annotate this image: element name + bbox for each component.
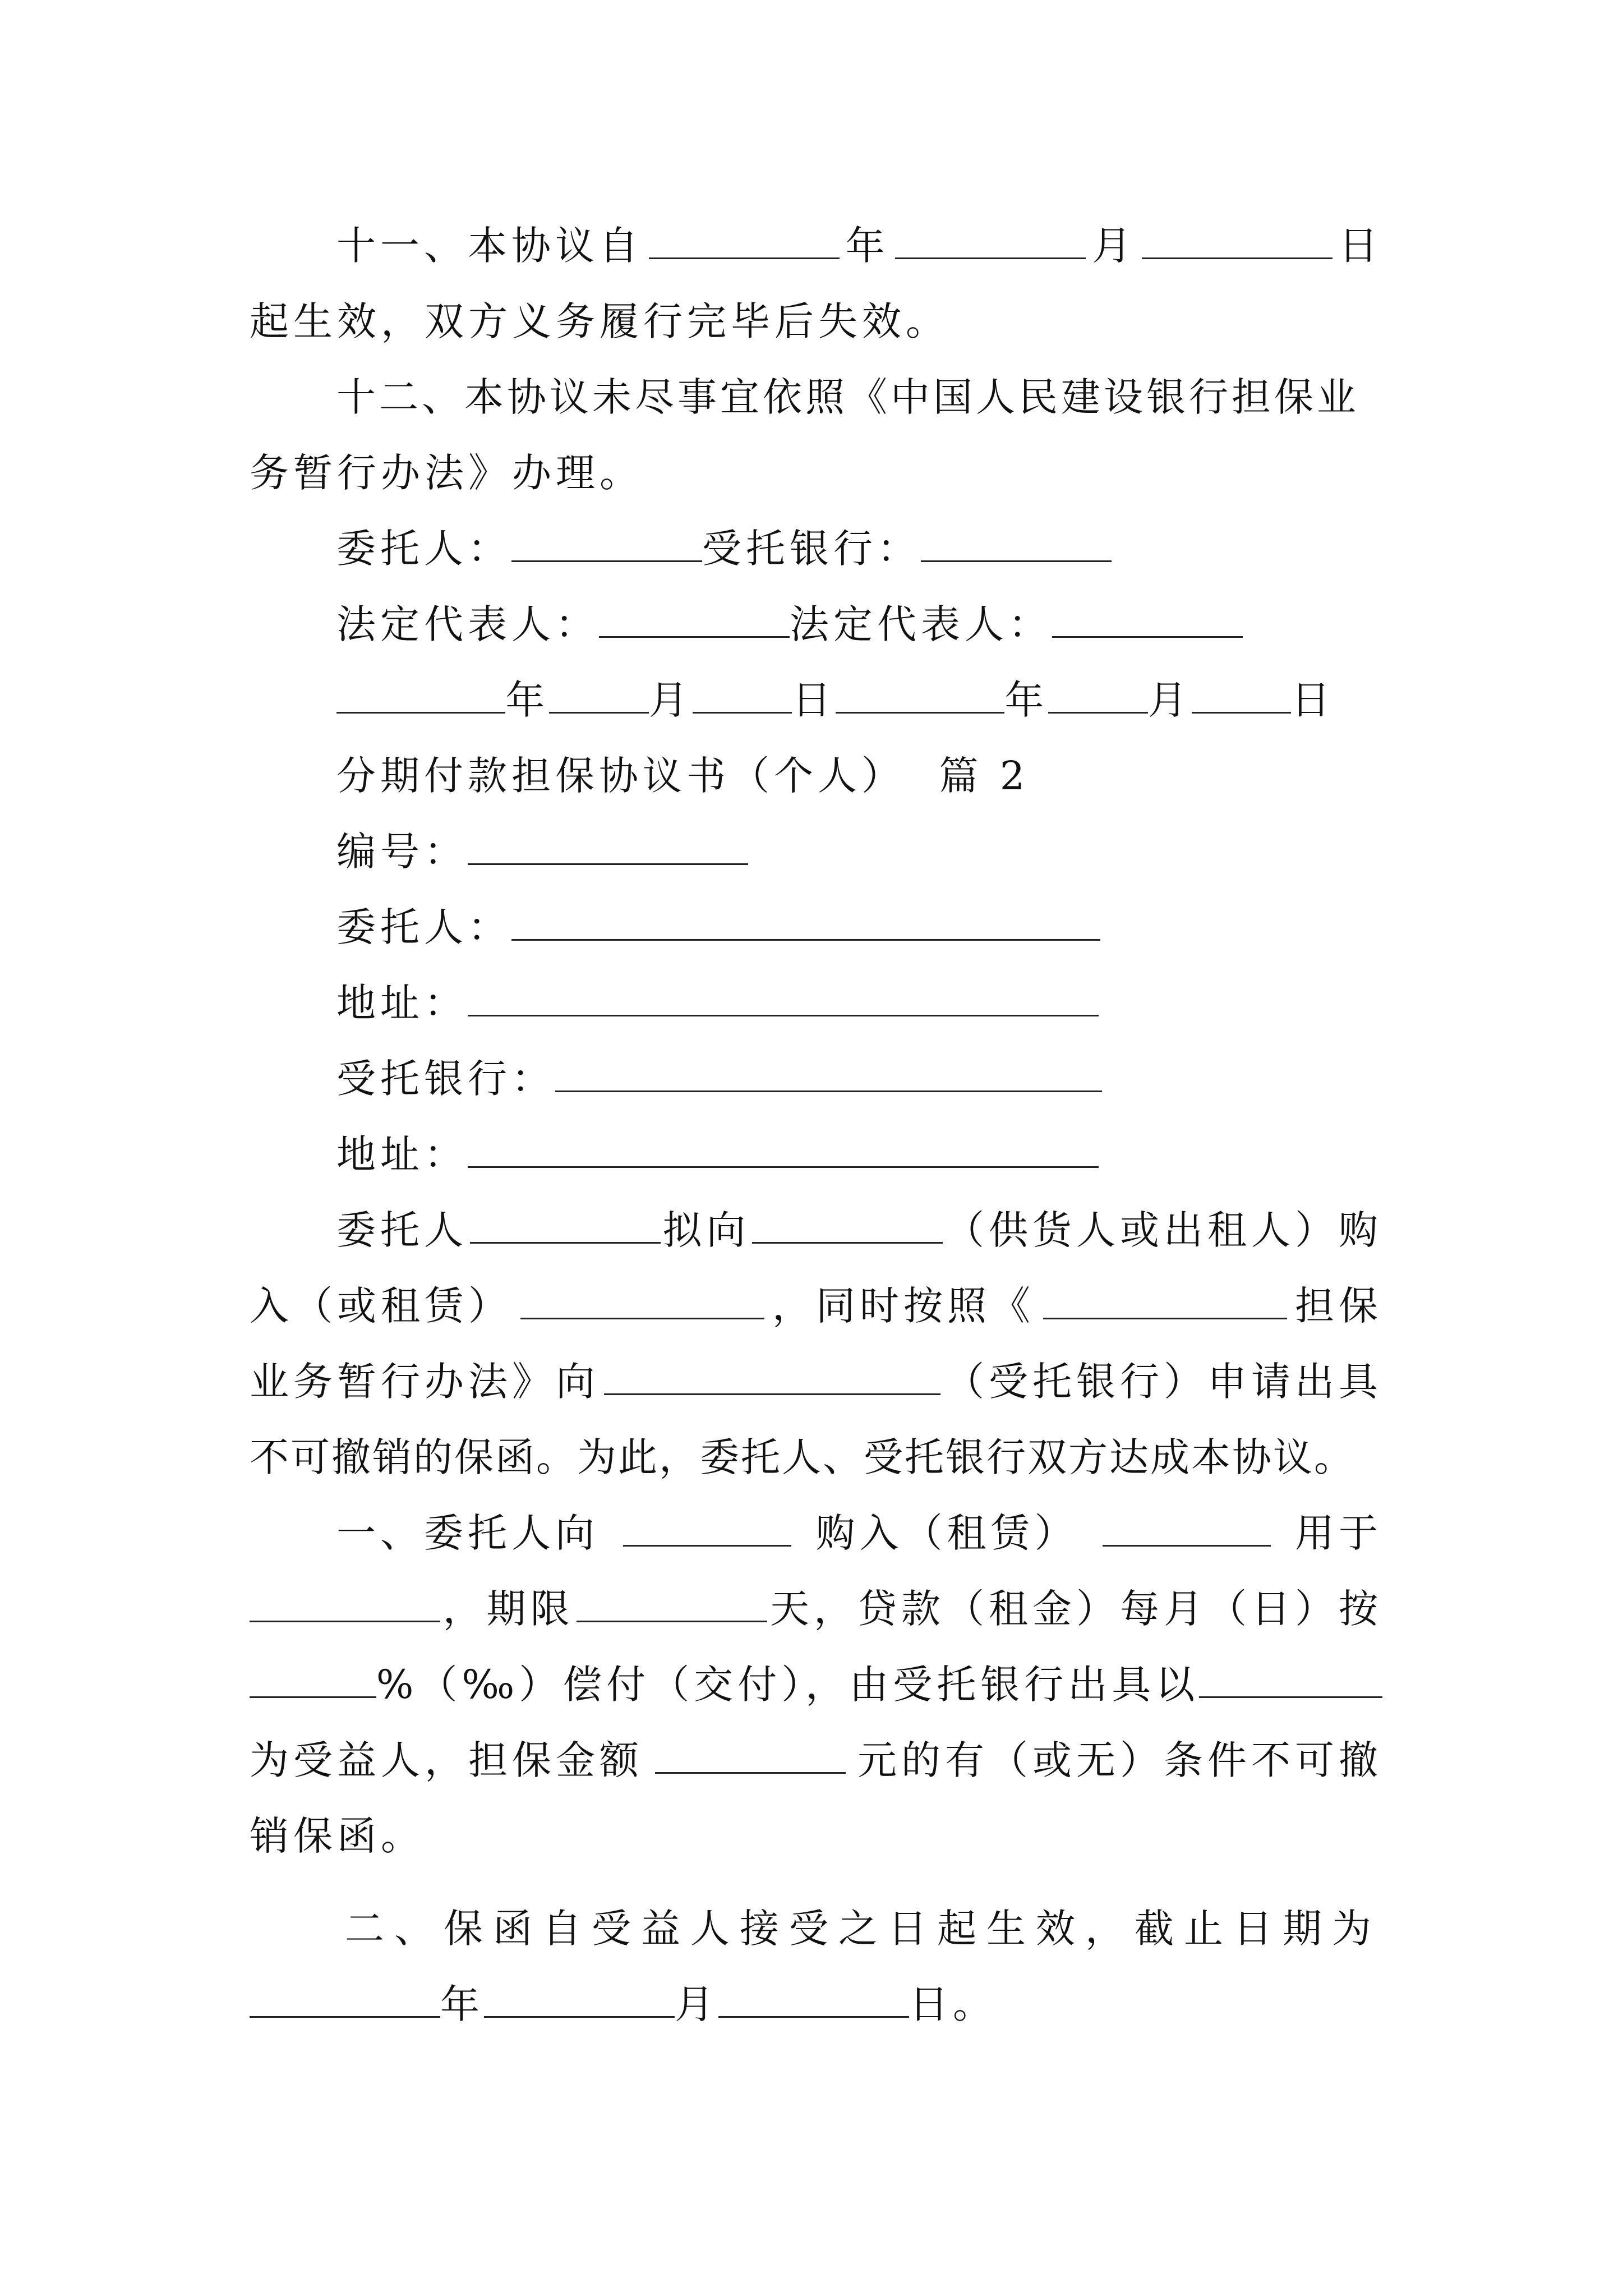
year-label: 年 [1004, 677, 1049, 723]
blank-field[interactable] [1043, 1312, 1287, 1320]
principal-field[interactable] [511, 933, 1100, 941]
clause-1-line-2 [250, 1582, 1382, 1636]
preamble-line-1 [336, 1203, 1382, 1257]
address-row-2 [336, 1128, 1099, 1181]
blank-field[interactable] [1199, 1691, 1382, 1699]
blank-field[interactable] [604, 1388, 940, 1396]
clause-11-line-1 [336, 219, 1382, 273]
day-label: 日 [1291, 677, 1335, 723]
number-label: 编号： [336, 829, 468, 875]
preamble-text: ，同时按照《 [772, 1283, 1035, 1329]
blank-field[interactable] [649, 252, 840, 260]
month-label: 月 [648, 677, 693, 723]
bank-field[interactable] [555, 1085, 1102, 1093]
address-field[interactable] [468, 1161, 1099, 1168]
blank-field[interactable] [752, 1236, 943, 1244]
blank-field[interactable] [1048, 706, 1147, 714]
blank-field[interactable] [520, 1312, 764, 1320]
month-label: 月 [1147, 677, 1192, 723]
clause-11-text: 十一、本协议自 [336, 223, 643, 269]
blank-field[interactable] [470, 1236, 661, 1244]
clause-1-text: ，期限 [442, 1586, 574, 1632]
blank-field[interactable] [336, 706, 505, 714]
blank-field[interactable] [1103, 1539, 1271, 1547]
preamble-line-3 [250, 1355, 1382, 1409]
clause-1-text: 一、委托人向 [336, 1510, 599, 1556]
clause-1-line-4 [250, 1733, 1382, 1787]
clause-1-line-3 [250, 1658, 1382, 1711]
signature-dates [336, 673, 1335, 727]
preamble-text: 担保 [1295, 1283, 1382, 1329]
number-row [336, 825, 748, 878]
day-label: 日 [792, 677, 836, 723]
blank-field[interactable] [623, 1539, 791, 1547]
preamble-text: 业务暂行办法》向 [250, 1359, 600, 1405]
preamble-text: （供货人或出租人）购 [945, 1207, 1382, 1253]
principal-row [336, 900, 1100, 954]
preamble-text: 委托人 [336, 1207, 468, 1253]
address-field[interactable] [468, 1009, 1099, 1017]
bank-field[interactable] [921, 555, 1112, 563]
clause-12-line-1: 十二、本协议未尽事宜依照《中国人民建设银行担保业 [336, 374, 1359, 420]
day-label: 日。 [909, 1981, 997, 2027]
blank-field[interactable] [250, 1691, 376, 1699]
principal-label: 委托人： [336, 526, 511, 572]
blank-field[interactable] [655, 1766, 846, 1774]
clause-1-text: 用于 [1295, 1510, 1382, 1556]
preamble-line-4: 不可撤销的保函。为此，委托人、受托银行双方达成本协议。 [250, 1434, 1355, 1480]
month-label: 月 [675, 1981, 718, 2027]
clause-1-text: 购入（租赁） [815, 1510, 1078, 1556]
year-label: 年 [440, 1981, 484, 2027]
principal-label: 委托人： [336, 904, 511, 950]
legal-rep-label-1: 法定代表人： [336, 601, 599, 647]
year-label: 年 [845, 223, 889, 269]
preamble-text: （受托银行）申请出具 [945, 1359, 1382, 1405]
clause-1-line-1 [336, 1506, 1382, 1560]
legal-rep-label-2: 法定代表人： [790, 601, 1052, 647]
principal-field[interactable] [511, 555, 702, 563]
clause-11-line-2: 起生效，双方义务履行完毕后失效。 [250, 298, 949, 344]
clause-1-text: 为受益人，担保金额 [250, 1737, 643, 1783]
blank-field[interactable] [549, 706, 648, 714]
legal-rep-field-2[interactable] [1052, 631, 1243, 638]
signature-row-legal-rep [336, 597, 1243, 651]
preamble-text: 入（或租赁） [250, 1283, 512, 1329]
blank-field[interactable] [1192, 706, 1291, 714]
blank-field[interactable] [693, 706, 792, 714]
legal-rep-field-1[interactable] [599, 631, 790, 638]
year-label: 年 [505, 677, 550, 723]
blank-field[interactable] [895, 252, 1086, 260]
blank-field[interactable] [836, 706, 1004, 714]
blank-field[interactable] [718, 2010, 909, 2018]
blank-field[interactable] [577, 1615, 767, 1623]
preamble-text: 拟向 [662, 1207, 750, 1253]
clause-12-line-2: 务暂行办法》办理。 [250, 450, 643, 496]
clause-1-text: 元的有（或无）条件不可撤 [857, 1737, 1382, 1783]
signature-row-principal [336, 522, 1112, 576]
clause-2-line-1: 二、保函自受益人接受之日起生效，截止日期为 [345, 1906, 1381, 1952]
preamble-line-2 [250, 1279, 1382, 1333]
bank-label: 受托银行： [336, 1056, 555, 1102]
address-label: 地址： [336, 980, 468, 1026]
address-row-1 [336, 976, 1099, 1030]
blank-field[interactable] [1142, 252, 1332, 260]
bank-label: 受托银行： [702, 526, 921, 572]
bank-row [336, 1052, 1102, 1106]
clause-2-line-2 [250, 1977, 997, 2031]
clause-1-text: %（‰）偿付（交付），由受托银行出具以 [376, 1662, 1200, 1708]
blank-field[interactable] [250, 1615, 440, 1623]
section-heading: 分期付款担保协议书（个人） 篇 2 [336, 753, 1030, 799]
blank-field[interactable] [484, 2010, 675, 2018]
number-field[interactable] [468, 858, 748, 866]
clause-1-line-5: 销保函。 [250, 1813, 425, 1859]
day-label: 日 [1338, 223, 1382, 269]
address-label: 地址： [336, 1131, 468, 1177]
blank-field[interactable] [250, 2010, 440, 2018]
month-label: 月 [1092, 223, 1136, 269]
clause-1-text: 天，贷款（租金）每月（日）按 [769, 1586, 1382, 1632]
